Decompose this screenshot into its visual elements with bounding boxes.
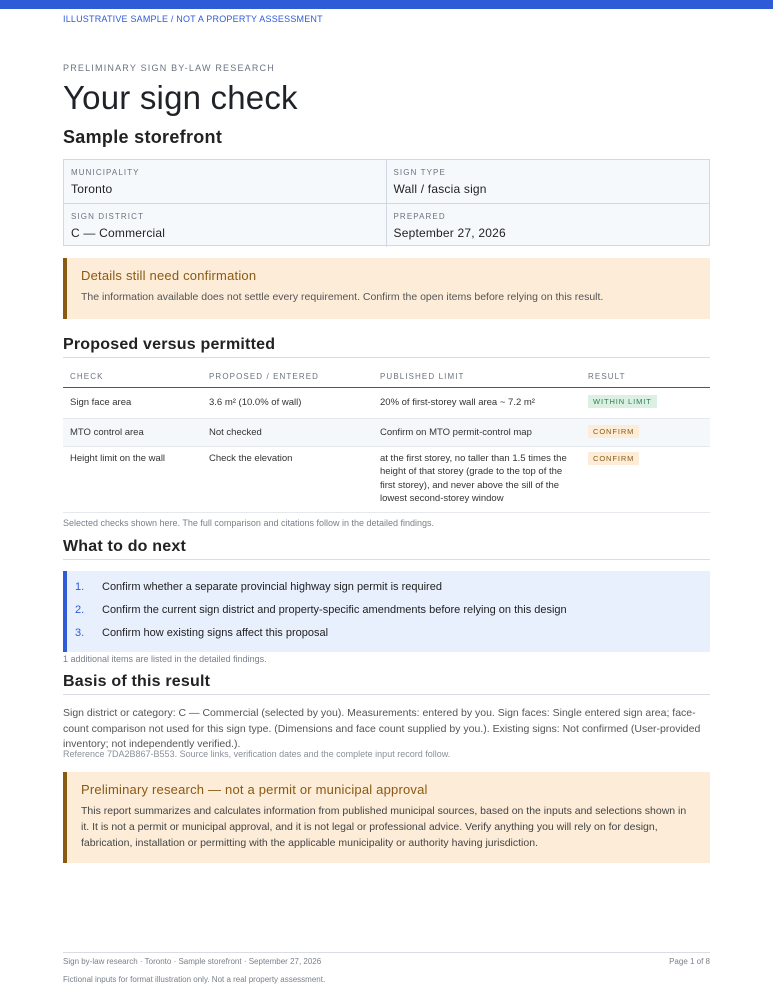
step-number: 2. bbox=[75, 604, 85, 616]
fact-municipality bbox=[64, 160, 387, 204]
callout-body: The information available does not settle every requirement. Confirm the open items before relying on this result. bbox=[81, 291, 604, 303]
result-cell bbox=[581, 387, 710, 419]
list-item bbox=[75, 581, 710, 604]
column-header: PROPOSED / ENTERED bbox=[202, 368, 373, 387]
check-cell: Sign face area bbox=[63, 387, 202, 419]
report-eyebrow: PRELIMINARY SIGN BY-LAW RESEARCH bbox=[63, 63, 275, 73]
check-cell: MTO control area bbox=[63, 419, 202, 447]
fact-label: MUNICIPALITY bbox=[71, 168, 140, 177]
next-steps-list bbox=[63, 571, 710, 652]
proposed-cell: Check the elevation bbox=[202, 446, 373, 512]
confirmation-callout bbox=[63, 258, 710, 319]
fact-label: SIGN TYPE bbox=[393, 168, 446, 177]
column-header: RESULT bbox=[581, 368, 710, 387]
limit-cell: Confirm on MTO permit-control map bbox=[373, 419, 581, 447]
comparison-note: Selected checks shown here. The full comparison and citations follow in the detailed findings. bbox=[63, 518, 435, 528]
limit-cell: at the first storey, no taller than 1.5 times the height of that storey (grade to the top of the first storey), and never above the sill of the lowest second-storey window bbox=[373, 446, 581, 512]
proposed-cell: Not checked bbox=[202, 419, 373, 447]
status-badge: CONFIRM bbox=[588, 425, 639, 438]
footer-left: Sign by-law research · Toronto · Sample storefront · September 27, 2026 bbox=[63, 957, 322, 966]
next-steps-heading: What to do next bbox=[63, 538, 710, 560]
step-text: Confirm how existing signs affect this proposal bbox=[102, 627, 329, 639]
page-subtitle: Sample storefront bbox=[63, 127, 223, 147]
footer-note: Fictional inputs for format illustration only. Not a real property assessment. bbox=[63, 975, 326, 984]
basis-text: Sign district or category: C — Commercial (selected by you). Measurements: entered by you. Sign faces: Single entered sign area; face-count comparison not used for this sign type. (Dimensions and face count supplied by you.). Existing signs: Not confirmed (User-provided inventory; not independently verified.). bbox=[63, 707, 701, 750]
page-title: Your sign check bbox=[63, 79, 298, 116]
step-text: Confirm the current sign district and property-specific amendments before relying on this design bbox=[102, 604, 567, 616]
check-cell: Height limit on the wall bbox=[63, 446, 202, 512]
callout-title: Preliminary research — not a permit or municipal approval bbox=[81, 782, 428, 797]
fact-value: Toronto bbox=[71, 182, 113, 196]
status-badge: WITHIN LIMIT bbox=[588, 395, 657, 408]
column-header: PUBLISHED LIMIT bbox=[373, 368, 581, 387]
top-accent-bar bbox=[0, 0, 773, 9]
fact-label: PREPARED bbox=[393, 212, 446, 221]
fact-prepared bbox=[387, 204, 710, 247]
table-row bbox=[63, 446, 710, 512]
table-row bbox=[63, 419, 710, 447]
fact-value: C — Commercial bbox=[71, 226, 166, 240]
comparison-heading: Proposed versus permitted bbox=[63, 336, 710, 358]
fact-value: September 27, 2026 bbox=[393, 226, 506, 240]
table-header-row bbox=[63, 368, 710, 387]
proposed-cell: 3.6 m² (10.0% of wall) bbox=[202, 387, 373, 419]
list-item bbox=[75, 627, 710, 650]
sample-banner: ILLUSTRATIVE SAMPLE / NOT A PROPERTY ASSESSMENT bbox=[63, 14, 323, 24]
fact-label: SIGN DISTRICT bbox=[71, 212, 144, 221]
step-number: 1. bbox=[75, 581, 85, 593]
page-number: Page 1 of 8 bbox=[669, 957, 710, 966]
limit-cell: 20% of first-storey wall area ~ 7.2 m² bbox=[373, 387, 581, 419]
disclaimer-callout bbox=[63, 772, 710, 863]
facts-grid bbox=[63, 159, 710, 246]
result-cell bbox=[581, 419, 710, 447]
result-cell bbox=[581, 446, 710, 512]
column-header: CHECK bbox=[63, 368, 202, 387]
step-text: Confirm whether a separate provincial highway sign permit is required bbox=[102, 581, 442, 593]
page-footer bbox=[63, 952, 710, 966]
next-steps-note: 1 additional items are listed in the detailed findings. bbox=[63, 654, 267, 664]
fact-value: Wall / fascia sign bbox=[393, 182, 487, 196]
fact-sign-district bbox=[64, 204, 387, 247]
callout-body: This report summarizes and calculates information from published municipal sources, based on the inputs and selections shown in it. It is not a permit or municipal approval, and it is not legal or professional advice. Verify anything you will rely on for design, fabrication, installation or permitting with the applicable municipality or authority having jurisdiction. bbox=[81, 805, 687, 849]
table-row bbox=[63, 387, 710, 419]
list-item bbox=[75, 604, 710, 627]
step-number: 3. bbox=[75, 627, 85, 639]
reference-line: Reference 7DA2B867-B553. Source links, verification dates and the complete input record follow. bbox=[63, 749, 451, 759]
status-badge: CONFIRM bbox=[588, 452, 639, 465]
basis-heading: Basis of this result bbox=[63, 673, 710, 695]
comparison-table bbox=[63, 368, 710, 513]
fact-sign-type bbox=[387, 160, 710, 204]
callout-title: Details still need confirmation bbox=[81, 268, 257, 283]
